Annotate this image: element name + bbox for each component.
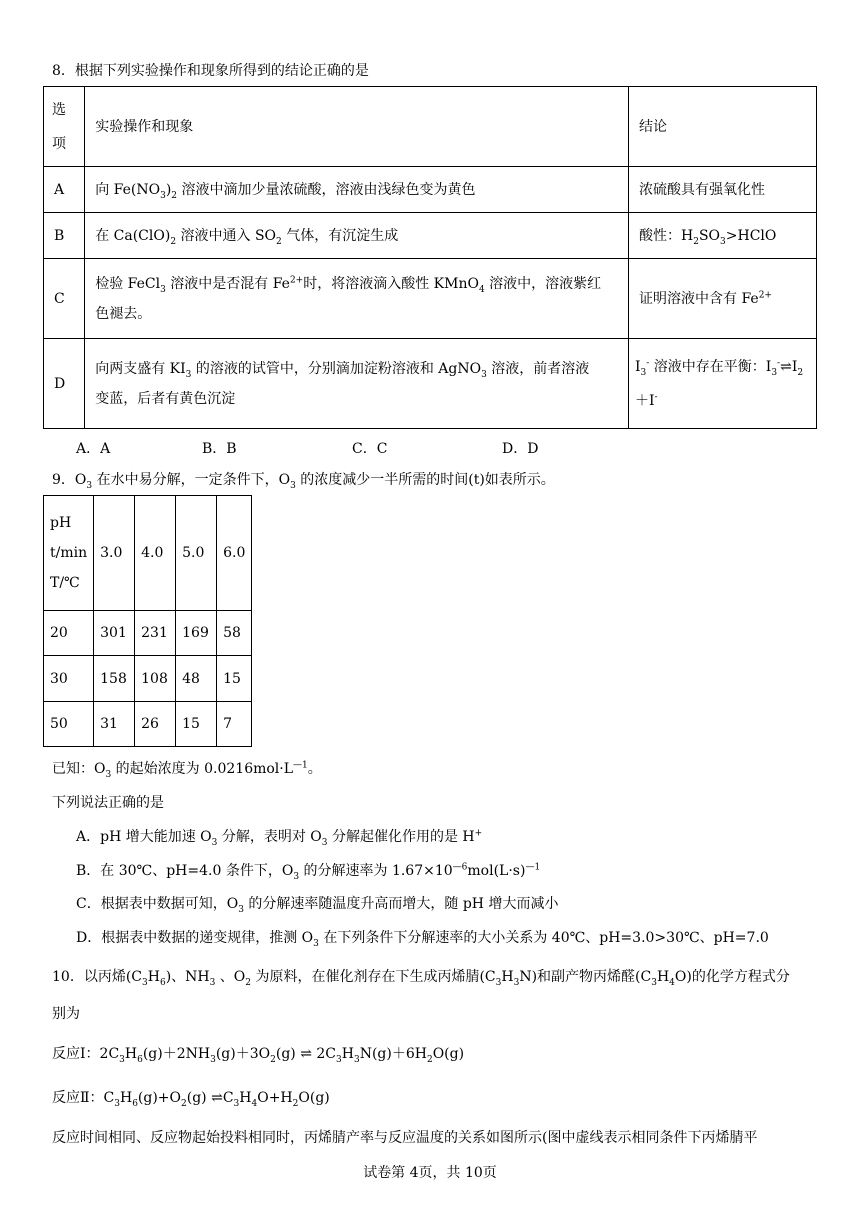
q9-option-d[interactable]: D．根据表中数据的递变规律，推测 $O_3$ 在下列条件下分解速率的大小关系为 40℃、pH=3.0>30℃、pH=7.0 xyxy=(76,930,769,949)
value-cell: 26 xyxy=(135,702,176,747)
corner-cell: pH t/min T/℃ xyxy=(44,496,94,611)
row-a-option: A xyxy=(44,167,85,213)
header-conclusion: 结论 xyxy=(629,87,817,167)
q9-option-b[interactable]: B．在 30℃、pH=4.0 条件下，$O_3$ 的分解速率为 $1.67\times 10^{—6}mol(L\cdot s)^{—1}$ xyxy=(76,862,541,882)
table-row xyxy=(44,87,817,167)
table-row xyxy=(44,213,817,259)
row-a-operation: 向 $Fe(NO_3)_2$ 溶液中滴加少量浓硫酸，溶液由浅绿色变为黄色 xyxy=(85,167,629,213)
value-cell: 31 xyxy=(94,702,135,747)
row-b-conclusion: 酸性：$H_2SO_3>HClO$ xyxy=(629,213,817,259)
page-footer: 试卷第 4页，共 10页 xyxy=(363,1165,497,1181)
value-cell: 169 xyxy=(176,611,217,656)
row-b-operation: 在 $Ca(ClO)_2$ 溶液中通入 $SO_2$ 气体，有沉淀生成 xyxy=(85,213,629,259)
q10-stem: 10．以丙烯$(C_3H_6)$、$NH_3$ 、$O_2$ 为原料，在催化剂存在下生成丙烯腈$(C_3H_3N)$和副产物丙烯醛$(C_3H_4O)$的化学方程式分 xyxy=(52,969,790,988)
q9-known: 已知：$O_3$ 的起始浓度为 $0.0216mol\cdot L^{—1}$。 xyxy=(52,760,322,780)
table-row xyxy=(44,496,252,611)
row-d-option: D xyxy=(44,339,85,429)
q9-option-c[interactable]: C．根据表中数据可知，$O_3$ 的分解速率随温度升高而增大，随 pH 增大而减小 xyxy=(76,896,559,915)
table-row xyxy=(44,259,817,339)
table-row xyxy=(44,167,817,213)
row-a-conclusion: 浓硫酸具有强氧化性 xyxy=(629,167,817,213)
temp-cell: 20 xyxy=(44,611,94,656)
q8-choice-b[interactable]: B．B xyxy=(202,441,237,457)
row-d-operation: 向两支盛有 $KI_3$ 的溶液的试管中，分别滴加淀粉溶液和 AgNO$_3$ 溶液，前者溶液 变蓝，后者有黄色沉淀 xyxy=(85,339,629,429)
temp-cell: 50 xyxy=(44,702,94,747)
row-c-conclusion: 证明溶液中含有 $Fe^{2+}$ xyxy=(629,259,817,339)
ph-header: 6.0 xyxy=(217,496,252,611)
ph-header: 3.0 xyxy=(94,496,135,611)
q9-ask: 下列说法正确的是 xyxy=(52,795,164,811)
value-cell: 301 xyxy=(94,611,135,656)
q9-option-a[interactable]: A．pH 增大能加速 $O_3$ 分解，表明对 $O_3$ 分解起催化作用的是 H+ xyxy=(76,828,483,848)
value-cell: 108 xyxy=(135,656,176,702)
reaction-2: 反应Ⅱ：$C_3H_6(g)+O_2(g)$ $\rightleftharpoons C_3H_4O+H_2O(g)$ xyxy=(52,1090,330,1109)
temp-cell: 30 xyxy=(44,656,94,702)
ph-header: 4.0 xyxy=(135,496,176,611)
table-row xyxy=(44,656,252,702)
table-row xyxy=(44,611,252,656)
q10-stem-cont: 别为 xyxy=(52,1006,80,1022)
q8-choice-d[interactable]: D．D xyxy=(502,441,539,457)
value-cell: 7 xyxy=(217,702,252,747)
q8-choice-a[interactable]: A．A xyxy=(76,441,111,457)
q8-stem: 8．根据下列实验操作和现象所得到的结论正确的是 xyxy=(52,63,369,79)
header-option: 选 项 xyxy=(44,87,85,167)
q10-tail: 反应时间相同、反应物起始投料相同时，丙烯腈产率与反应温度的关系如图所示(图中虚线表示相同条件下丙烯腈平 xyxy=(52,1130,758,1146)
value-cell: 158 xyxy=(94,656,135,702)
ph-header: 5.0 xyxy=(176,496,217,611)
value-cell: 58 xyxy=(217,611,252,656)
row-c-operation: 检验 FeCl$_3$ 溶液中是否混有 $Fe^{2+}$时，将溶液滴入酸性 KMnO$_4$ 溶液中，溶液紫红 色褪去。 xyxy=(85,259,629,339)
table-row xyxy=(44,339,817,429)
reaction-1: 反应Ⅰ：$2C_3H_6(g)+2NH_3(g)+3O_2(g)$ ⇌ $2C_3H_3N(g)+6H_2O(g)$ xyxy=(52,1046,465,1065)
q9-stem: 9．$O_3$ 在水中易分解，一定条件下，$O_3$ 的浓度减少一半所需的时间(t)如表所示。 xyxy=(52,472,555,491)
table-row xyxy=(44,702,252,747)
q8-choice-c[interactable]: C．C xyxy=(352,441,388,457)
header-operation: 实验操作和现象 xyxy=(85,87,629,167)
value-cell: 15 xyxy=(176,702,217,747)
value-cell: 48 xyxy=(176,656,217,702)
row-c-option: C xyxy=(44,259,85,339)
value-cell: 231 xyxy=(135,611,176,656)
row-b-option: B xyxy=(44,213,85,259)
value-cell: 15 xyxy=(217,656,252,702)
q9-table xyxy=(43,495,252,747)
q8-table xyxy=(43,86,817,429)
row-d-conclusion: $I_3^-$ 溶液中存在平衡：$I_3^-\rightleftharpoons I_2$ ＋I- xyxy=(629,339,817,429)
